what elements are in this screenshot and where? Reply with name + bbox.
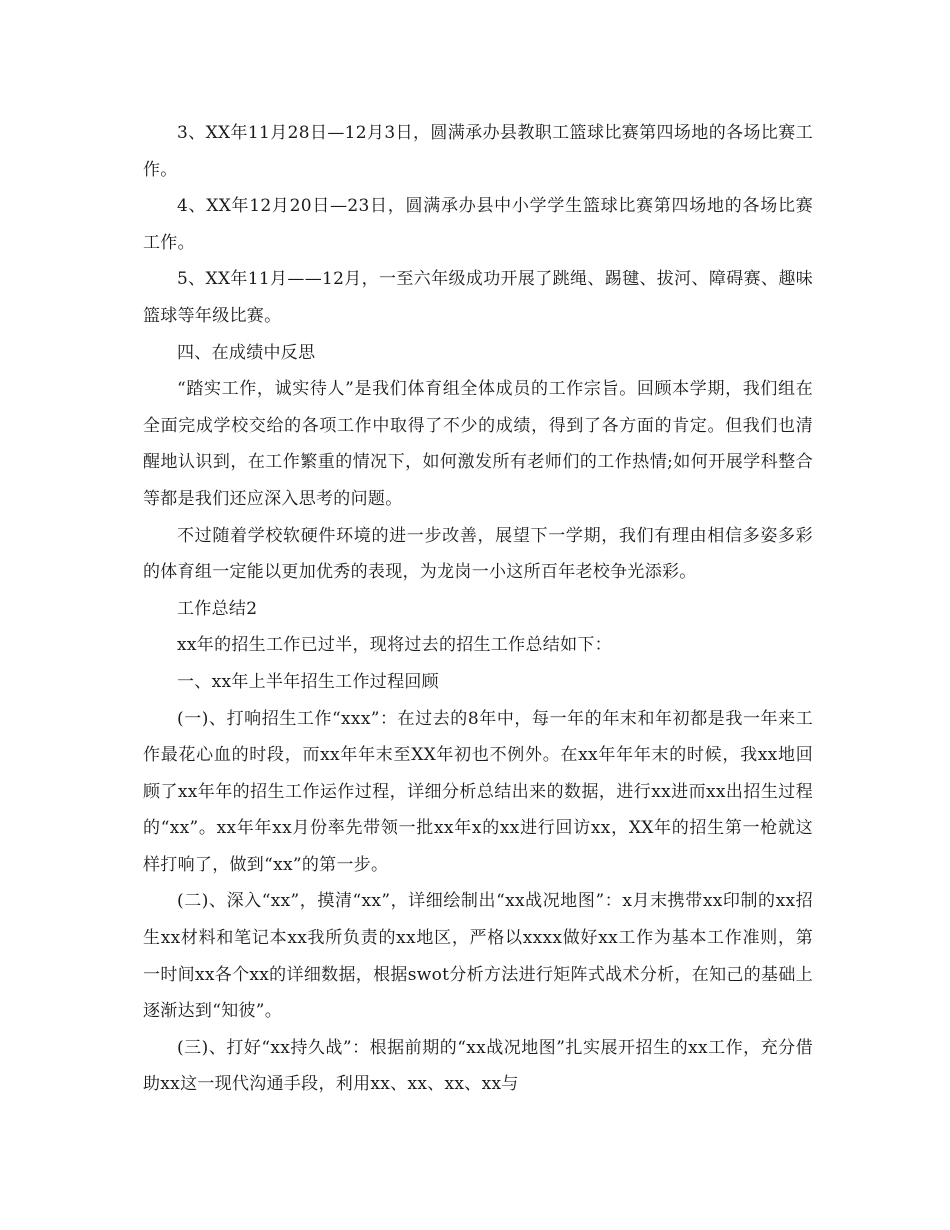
paragraph-item-4: 4、XX年12月20日—23日，圆满承办县中小学学生篮球比赛第四场地的各场比赛工作。 xyxy=(143,196,813,253)
paragraph-step-2: (二)、深入“xx”，摸清“xx”，详细绘制出“xx战况地图”：x月末携带xx印制的xx招生xx材料和笔记本xx我所负责的xx地区，严格以xxxx做好xx工作为基本工作准则，第一时间xx各个xx的详细数据，根据swot分析方法进行矩阵式战术分析，在知己的基础上逐渐达到“知彼”。 xyxy=(143,891,813,1022)
paragraph-outlook: 不过随着学校软硬件环境的进一步改善，展望下一学期，我们有理由相信多姿多彩的体育组一定能以更加优秀的表现，为龙岗一小这所百年老校争光添彩。 xyxy=(143,525,813,583)
paragraph-step-3: (三)、打好“xx持久战”：根据前期的“xx战况地图”扎实展开招生的xx工作，充分借助xx这一现代沟通手段，利用xx、xx、xx、xx与 xyxy=(143,1037,813,1095)
paragraph-reflection: “踏实工作，诚实待人”是我们体育组全体成员的工作宗旨。回顾本学期，我们组在全面完成学校交给的各项工作中取得了不少的成绩，得到了各方面的肯定。但我们也清醒地认识到，在工作繁重的情况下，如何激发所有老师们的工作热情;如何开展学科整合等都是我们还应深入思考的问题。 xyxy=(143,379,813,509)
document-body xyxy=(143,115,813,1103)
paragraph-step-1: (一)、打响招生工作“xxx”：在过去的8年中，每一年的年末和年初都是我一年来工作最花心血的时段，而xx年年末至XX年初也不例外。在xx年年年末的时候，我xx地回顾了xx年年的招生工作运作过程，详细分析总结出来的数据，进行xx进而xx出招生过程的“xx”。xx年年xx月份率先带领一批xx年x的xx进行回访xx，XX年的招生第一枪就这样打响了，做到“xx”的第一步。 xyxy=(143,708,813,875)
paragraph-item-3: 3、XX年11月28日—12月3日，圆满承办县教职工篮球比赛第四场地的各场比赛工作。 xyxy=(143,123,813,180)
summary-2-title: 工作总结2 xyxy=(177,598,258,619)
paragraph-item-5: 5、XX年11月——12月，一至六年级成功开展了跳绳、踢毽、拔河、障碍赛、趣味篮球等年级比赛。 xyxy=(143,269,813,326)
section-heading-review: 一、xx年上半年招生工作过程回顾 xyxy=(177,671,439,692)
section-heading-reflection: 四、在成绩中反思 xyxy=(177,342,316,363)
paragraph-intro: xx年的招生工作已过半，现将过去的招生工作总结如下： xyxy=(177,635,612,656)
